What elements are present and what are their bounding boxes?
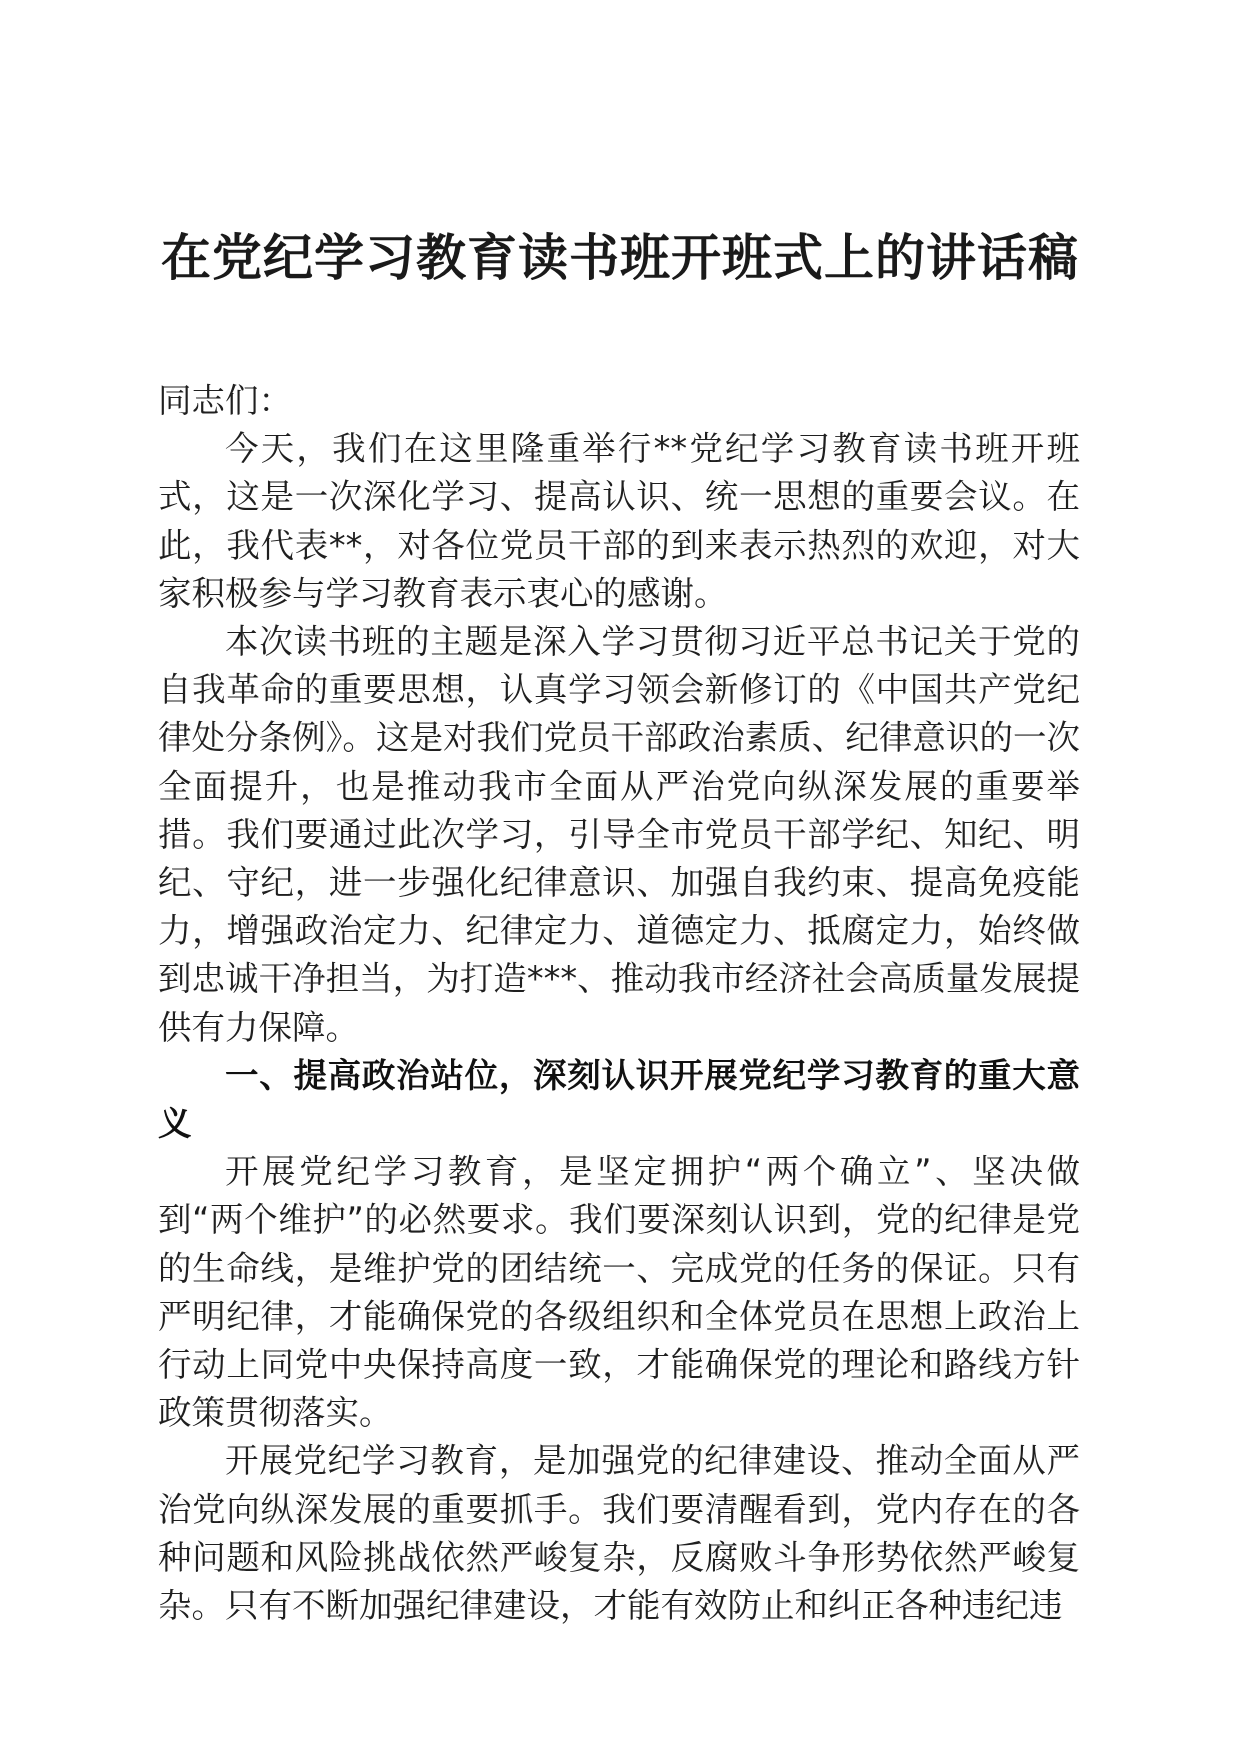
paragraph-opening: 今天，我们在这里隆重举行**党纪学习教育读书班开班式，这是一次深化学习、提高认识、统一思想的重要会议。在此，我代表**，对各位党员干部的到来表示热烈的欢迎，对大家积极参与学习教育表示衷心的感谢。 (158, 429, 1080, 613)
document-title: 在党纪学习教育读书班开班式上的讲话稿 (161, 228, 1079, 287)
paragraph-theme: 本次读书班的主题是深入学习贯彻习近平总书记关于党的自我革命的重要思想，认真学习领会新修订的《中国共产党纪律处分条例》。这是对我们党员干部政治素质、纪律意识的一次全面提升，也是推动我市全面从严治党向纵深发展的重要举措。我们要通过此次学习，引导全市党员干部学纪、知纪、明纪、守纪，进一步强化纪律意识、加强自我约束、提高免疫能力，增强政治定力、纪律定力、道德定力、抵腐定力，始终做到忠诚干净担当，为打造***、推动我市经济社会高质量发展提供有力保障。 (158, 622, 1080, 1047)
document-body (158, 377, 1080, 1630)
paragraph-significance-2: 开展党纪学习教育，是加强党的纪律建设、推动全面从严治党向纵深发展的重要抓手。我们要清醒看到，党内存在的各种问题和风险挑战依然严峻复杂，反腐败斗争形势依然严峻复杂。只有不断加强纪律建设，才能有效防止和纠正各种违纪违 (158, 1441, 1080, 1626)
salutation: 同志们： (158, 381, 292, 420)
section-heading: 一、提高政治站位，深刻认识开展党纪学习教育的重大意义 (158, 1055, 1080, 1144)
paragraph-significance-1: 开展党纪学习教育，是坚定拥护“两个确立”、坚决做到“两个维护”的必然要求。我们要深刻认识到，党的纪律是党的生命线，是维护党的团结统一、完成党的任务的保证。只有严明纪律，才能确保党的各级组织和全体党员在思想上政治上行动上同党中央保持高度一致，才能确保党的理论和路线方针政策贯彻落实。 (158, 1152, 1080, 1433)
